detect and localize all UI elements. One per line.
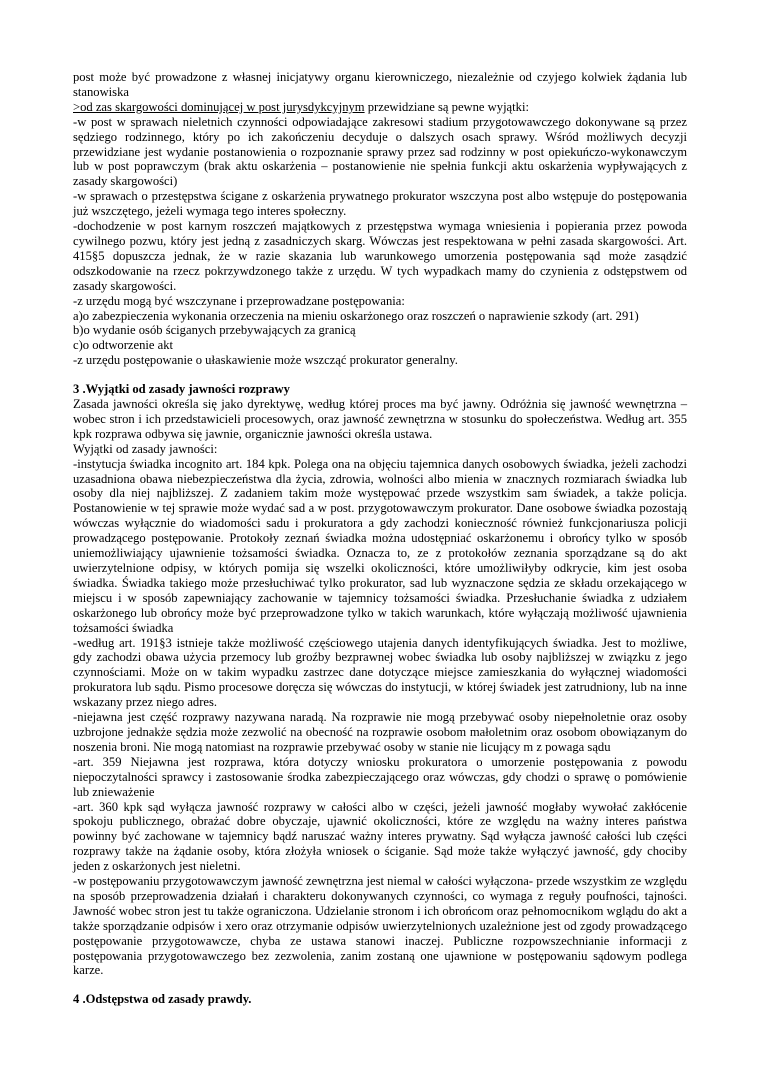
paragraph: -art. 360 kpk sąd wyłącza jawność rozprawy w całości albo w części, jeżeli jawność mogłaby wywołać zakłócenie spokoju publicznego, obrażać dobre obyczaje, ujawnić okoliczności, które ze względu na ważny interes państwa powinny być zachowane w tajemnicy bądź naruszać ważny interes prywatny. Sąd wyłącza jawność całości lub części rozprawy także na żądanie osoby, która złożyła wniosek o ściganie. Sąd może także wyłączyć jawność, gdy chociby jeden z oskarżonych jest nieletni. bbox=[73, 799, 687, 874]
document-page bbox=[73, 70, 687, 1007]
paragraph: -w postępowaniu przygotowawczym jawność zewnętrzna jest niemal w całości wyłączona- przede wszystkim ze względu na sposób przeprowadzenia działań i charakteru dokonywanych czynności, co wymaga z reguły poufności, tajności. Jawność wobec stron jest tu także ograniczona. Udzielanie stronom i ich obrońcom oraz pełnomocnikom wglądu do akt a także sporządzanie odpisów i xero oraz otrzymanie odpisów uwierzytelnionych uzależnione jest od zgody prowadzącego postępowanie przygotowawcze, chyba ze ustawa stanowi inaczej. Publiczne rozpowszechnianie informacji z postępowania przygotowawczego bez zezwolenia, zanim zostaną one ujawnione w postępowaniu sądowym podlega karze. bbox=[73, 874, 687, 978]
paragraph: -niejawna jest część rozprawy nazywana naradą. Na rozprawie nie mogą przebywać osoby niepełnoletnie oraz osoby uzbrojone jednakże sędzia może zezwolić na obecność na rozprawie osobom małoletnim oraz osobom obowiązanym do noszenia broni. Nie mogą natomiast na rozprawie przebywać osoby w stanie nie licujący m z powaga sądu bbox=[73, 710, 687, 754]
paragraph: -art. 359 Niejawna jest rozprawa, która dotyczy wniosku prokuratora o umorzenie postępowania z powodu niepoczytalności sprawcy i zastosowanie środka zabezpieczającego oraz wówczas, gdy chodzi o sprawę o pomówienie lub znieważenie bbox=[73, 754, 687, 799]
underlined-text: >od zas skargowości dominującej w post jurysdykcyjnym bbox=[73, 99, 365, 114]
paragraph: -według art. 191§3 istnieje także możliwość częściowego utajenia danych identyfikujących świadka. Jest to możliwe, gdy zachodzi obawa użycia przemocy lub groźby bezprawnej wobec świadka lub osoby najbliższej w związku z jego czynnościami. Może on w takim wypadku zastrzec dane dotyczące miejsce zamieszkania do wyłącznej wiadomości prokuratora lub sądu. Pismo procesowe doręcza się wówczas do instytucji, w której świadek jest zatrudniony, lub na inne wskazany przez niego adres. bbox=[73, 635, 687, 710]
list-item: b)o wydanie osób ściganych przebywających za granicą bbox=[73, 323, 356, 338]
section-heading: 3 .Wyjątki od zasady jawności rozprawy bbox=[73, 382, 290, 397]
paragraph: -w post w sprawach nieletnich czynności odpowiadające zakresowi stadium przygotowawczego dokonywane są przez sędziego rodzinnego, który po ich zakończeniu decyduje o dalszych osach sprawy. Wśród możliwych decyzji przewidziane jest wydanie postanowienia o rozpoznanie sprawy przez sad rodzinny w post opiekuńczo-wykonawczym lub w post poprawczym (brak aktu oskarżenia – postanowienie nie spełnia funkcji aktu oskarżenia wypływających z zasady skargowości) bbox=[73, 114, 687, 189]
text: przewidziane są pewne wyjątki: bbox=[364, 99, 529, 114]
paragraph-exceptions-intro bbox=[73, 100, 687, 115]
list-item: a)o zabezpieczenia wykonania orzeczenia na mieniu oskarżonego oraz roszczeń o naprawienie szkody (art. 291) bbox=[73, 308, 639, 323]
section-heading: 4 .Odstępstwa od zasady prawdy. bbox=[73, 992, 252, 1007]
paragraph: Zasada jawności określa się jako dyrektywę, według której proces ma być jawny. Odróżnia się jawność wewnętrzna – wobec stron i ich przedstawicieli procesowych, oraz jawność zewnętrzna w stosunku do społeczeństwa. Według art. 355 kpk rozprawa odbywa się jawnie, organicznie jawności określa ustawa. bbox=[73, 397, 687, 441]
list-item: c)o odtworzenie akt bbox=[73, 338, 174, 353]
paragraph: post może być prowadzone z własnej inicjatywy organu kierowniczego, niezależnie od czyjego kolwiek żądania lub stanowiska bbox=[73, 70, 687, 99]
paragraph: -z urzędu mogą być wszczynane i przeprowadzane postępowania: bbox=[73, 293, 405, 308]
paragraph: Wyjątki od zasady jawności: bbox=[73, 441, 218, 456]
paragraph: -instytucja świadka incognito art. 184 kpk. Polega ona na objęciu tajemnica danych osobowych świadka, jeżeli zachodzi uzasadniona obawa niebezpieczeństwa dla życia, zdrowia, wolności albo mienia w znacznych rozmiarach świadka lub osoby dla niej najbliższej. Z zadaniem takim może występować przede wszystkim sam świadek, a także policja. Postanowienie w tej sprawie może wydać sad a w post. przygotowawczym prokurator. Dane osobowe świadka pozostają wówczas wyłącznie do wiadomości sadu i prokuratora a gdy zachodzi konieczność również funkcjonariusza policji prowadzącego postępowanie. Protokoły zeznań świadka można udostępniać oskarżonemu i obrońcy tylko w sposób uniemożliwiający ujawnienie tożsamości świadka. Oznacza to, ze z protokołów zeznania sporządzane są do akt uwierzytelnione odpisy, w których pomija się wszelki okoliczności, które umożliwiłyby odkrycie, kim jest osoba świadka. Świadka takiego może przesłuchiwać tylko prokurator, sad lub wyznaczone sędzia ze składu orzekającego w miejscu i w sposób zapewniający zachowanie w tajemnicy tożsamości świadka. Przesłuchanie świadka z udziałem oskarżonego lub obrońcy może być przeprowadzone tylko w takich warunkach, które wyłączają możliwość ujawnienia tożsamości świadka bbox=[73, 456, 687, 635]
paragraph: -w sprawach o przestępstwa ścigane z oskarżenia prywatnego prokurator wszczyna post albo wstępuje do postępowania już wszczętego, jeżeli wymaga tego interes społeczny. bbox=[73, 189, 687, 219]
paragraph: -dochodzenie w post karnym roszczeń majątkowych z przestępstwa wymaga wniesienia i popierania przez powoda cywilnego pozwu, który jest jedną z zasadniczych skarg. Wówczas jest respektowana w pełni zasada skargowości. Art. 415§5 dopuszcza jednak, że w razie skazania lub warunkowego umorzenia postępowania sąd może zasądzić odszkodowanie na rzecz pokrzywdzonego także z urzędu. W tych wypadkach mamy do czynienia z odstępstwem od zasady skargowości. bbox=[73, 219, 687, 293]
paragraph: -z urzędu postępowanie o ułaskawienie może wszcząć prokurator generalny. bbox=[73, 353, 458, 368]
